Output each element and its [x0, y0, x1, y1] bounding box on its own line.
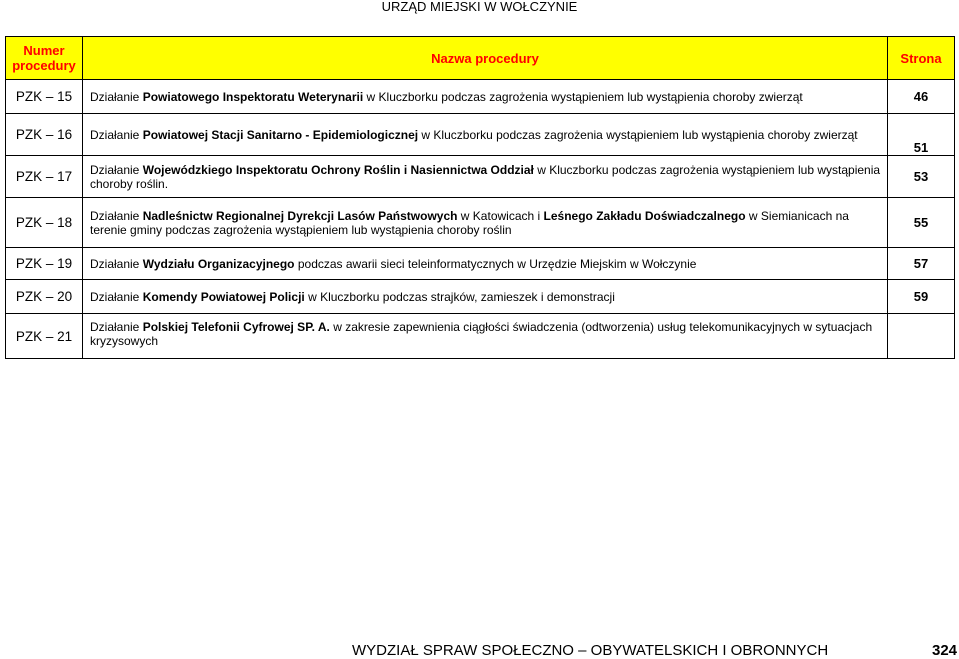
- table-row: [6, 80, 955, 114]
- row-name: Działanie Wojewódzkiego Inspektoratu Ochrony Roślin i Nasiennictwa Oddział w Kluczborku podczas zagrożenia wystąpieniem lub wystąpienia choroby roślin.: [83, 156, 888, 198]
- row-page: 57: [888, 248, 955, 280]
- table-row: [6, 314, 955, 359]
- table-row: [6, 114, 955, 156]
- page-header: URZĄD MIEJSKI W WOŁCZYNIE: [381, 0, 578, 14]
- row-name: Działanie Polskiej Telefonii Cyfrowej SP. A. w zakresie zapewnienia ciągłości świadczenia (odtworzenia) usług telekomunikacyjnych w sytuacjach kryzysowych: [83, 314, 888, 359]
- table-row: [6, 198, 955, 248]
- row-page: 59: [888, 280, 955, 314]
- row-number: PZK – 15: [6, 80, 83, 114]
- footer-page-number: 324: [932, 642, 958, 659]
- row-number: PZK – 16: [6, 114, 83, 156]
- row-page: 55: [888, 198, 955, 248]
- header-page: Strona: [888, 37, 955, 80]
- row-number: PZK – 18: [6, 198, 83, 248]
- row-page: [888, 314, 955, 359]
- row-name: Działanie Powiatowego Inspektoratu Weterynarii w Kluczborku podczas zagrożenia wystąpieniem lub wystąpienia choroby zwierząt: [83, 80, 888, 114]
- row-number: PZK – 17: [6, 156, 83, 198]
- row-page: 53: [888, 156, 955, 198]
- table-header-row: [6, 37, 955, 80]
- table-row: [6, 248, 955, 280]
- procedures-table: [5, 36, 955, 359]
- row-page: 46: [888, 80, 955, 114]
- footer-department: WYDZIAŁ SPRAW SPOŁECZNO – OBYWATELSKICH I OBRONNYCH: [352, 642, 829, 659]
- table-row: [6, 280, 955, 314]
- row-name: Działanie Nadleśnictw Regionalnej Dyrekcji Lasów Państwowych w Katowicach i Leśnego Zakładu Doświadczalnego w Siemianicach na terenie gminy podczas zagrożenia wystąpieniem lub wystąpienia choroby roślin: [83, 198, 888, 248]
- row-number: PZK – 20: [6, 280, 83, 314]
- row-number: PZK – 21: [6, 314, 83, 359]
- row-number: PZK – 19: [6, 248, 83, 280]
- row-page: 51: [888, 114, 955, 156]
- row-name: Działanie Powiatowej Stacji Sanitarno - Epidemiologicznej w Kluczborku podczas zagrożenia wystąpieniem lub wystąpienia choroby zwierząt: [83, 114, 888, 156]
- header-name: Nazwa procedury: [83, 37, 888, 80]
- row-name: Działanie Wydziału Organizacyjnego podczas awarii sieci teleinformatycznych w Urzędzie Miejskim w Wołczynie: [83, 248, 888, 280]
- header-number: Numer procedury: [6, 37, 83, 80]
- row-name: Działanie Komendy Powiatowej Policji w Kluczborku podczas strajków, zamieszek i demonstracji: [83, 280, 888, 314]
- table-row: [6, 156, 955, 198]
